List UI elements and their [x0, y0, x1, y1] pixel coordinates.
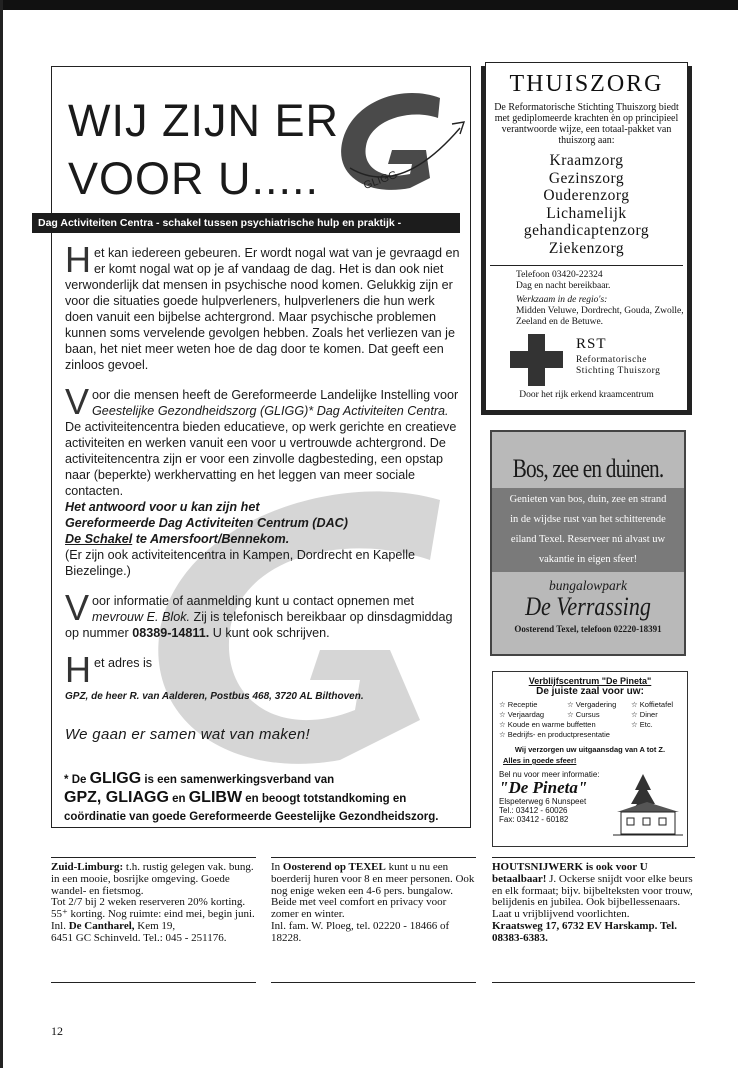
headline-line1: WIJ ZIJN ER	[68, 95, 339, 146]
service-item: Ouderenzorg	[543, 187, 630, 204]
gligg-body	[65, 239, 465, 743]
classified-address: Kraatsweg 17, 6732 EV Harskamp. Tel. 08383-6383.	[492, 919, 677, 944]
service-item: Kraamzorg	[549, 152, 624, 169]
texel-line: eiland Texel. Reserveer nú alvast uw	[510, 534, 666, 545]
paragraph-4	[65, 649, 465, 743]
p3-text-a: oor informatie of aanmelding kunt u contact opnemen met	[92, 594, 415, 608]
classified-text: t.h. rustig gelegen vak. bung. in een mooie, bosrijke omgeving. Goede wandel- en fietsmog.	[51, 861, 254, 897]
p2-text-b: De activiteitencentra bieden educatieve, op werk gerichte en creatieve activiteiten en werken vanuit een voor u vertrouwde achtergrond. De activiteitencentra zijn er voor een zinvolle dagbesteding, een opstap naar (beperkte) werkhervatting en het leggen van meer sociale contacten.	[65, 420, 457, 498]
rst-logo	[486, 334, 687, 386]
thuiszorg-availability: Dag en nacht bereikbaar.	[516, 281, 611, 291]
thuiszorg-phone: Telefoon 03420-22324	[516, 270, 603, 280]
dropcap: H	[65, 239, 91, 280]
foot-gligg: GLIGG	[89, 770, 142, 787]
dropcap: V	[65, 587, 90, 628]
classified-limburg	[51, 862, 256, 945]
p3-contact: mevrouw E. Blok.	[92, 610, 190, 624]
headline-line2: VOOR U.....	[68, 153, 320, 204]
option: ☆ Receptie	[499, 700, 538, 709]
p2-text-italic: Geestelijke Gezondheidszorg (GLIGG)* Dag Activiteiten Centra.	[92, 404, 449, 418]
pineta-fax: Fax: 03412 - 60182	[499, 815, 569, 824]
rule	[492, 857, 695, 858]
rule	[492, 982, 695, 983]
p2-dac: Gereformeerde Dag Activiteiten Centrum (DAC)	[65, 516, 348, 530]
rst-sub1: Reformatorische	[576, 355, 647, 365]
p3-text-b: Zij is telefonisch bereikbaar op dinsdagmiddag op nummer	[65, 610, 453, 640]
service-item: Lichamelijk	[546, 204, 627, 222]
paragraph-1	[65, 239, 465, 373]
footnote-star: *	[64, 774, 69, 786]
rule	[271, 857, 476, 858]
p2-answer: Het antwoord voor u kan zijn het	[65, 500, 260, 514]
regions: Midden Veluwe, Dordrecht, Gouda, Zwolle, Zeeland en de Betuwe.	[516, 306, 684, 327]
foot-de: De	[71, 774, 87, 786]
classified-text: Laat u vrijblijvend voorlichten.	[492, 908, 630, 921]
logo-text: GLIGG	[362, 168, 399, 193]
texel-line: vakantie in eigen sfeer!	[538, 554, 638, 565]
pineta-options	[499, 700, 687, 740]
address-line: GPZ, de heer R. van Aalderen, Postbus 468, 3720 AL Bilthoven.	[65, 691, 364, 702]
pineta-title: Verblijfscentrum "De Pineta"	[528, 676, 652, 686]
thuiszorg-ad	[485, 62, 688, 411]
option: ☆ Koffietafel	[631, 700, 674, 709]
gligg-logo	[330, 88, 470, 198]
classified-heading: HOUTSNIJWERK is ook voor U betaalbaar!	[492, 861, 648, 885]
classified-text: Tot 2/7 bij 2 weken reserveren 20% korting. 55⁺ korting. Nog ruimte: eind mei, begin juni.	[51, 896, 255, 921]
cross-icon-bar	[510, 351, 563, 368]
rule	[51, 982, 256, 983]
pineta-subtitle: De juiste zaal voor uw:	[536, 686, 644, 697]
top-border	[0, 0, 738, 10]
classified-text: In	[271, 861, 281, 873]
classified-heading: Zuid-Limburg:	[51, 861, 124, 873]
option: ☆ Diner	[631, 710, 658, 719]
page-number: 12	[51, 1024, 63, 1038]
texel-line: in de wijdse rust van het schitterende	[510, 514, 666, 525]
service-item: gehandicaptenzorg	[523, 222, 650, 239]
activity-strip: Dag Activiteiten Centra - schakel tussen psychiatrische hulp en praktijk -	[32, 213, 460, 233]
p3-text-c: U kunt ook schrijven.	[212, 626, 330, 640]
classified-text: Inl.	[51, 919, 66, 932]
classified-heading: Oosterend op TEXEL	[282, 861, 386, 873]
house-illustration	[613, 772, 683, 838]
p2-text-a: oor die mensen heeft de Gereformeerde Landelijke Instelling voor	[92, 388, 459, 402]
texel-contact: Oosterend Texel, telefoon 02220-18391	[514, 624, 662, 634]
texel-text	[492, 488, 684, 572]
rst-sub2: Stichting Thuiszorg	[576, 365, 661, 376]
option: ☆ Verjaardag	[499, 710, 545, 719]
pineta-phone: Tel.: 03412 - 60026	[499, 806, 568, 815]
classified-text: 6451 GC Schinveld. Tel.: 045 - 251176.	[51, 931, 227, 944]
dropcap: V	[65, 381, 90, 422]
option: ☆ Bedrijfs- en productpresentatie	[499, 730, 610, 739]
thuiszorg-bottom: Door het rijk erkend kraamcentrum	[519, 390, 654, 400]
classified-text: J. Ockerse snijdt voor elke beurs en elk formaat; bijv. bijbelteksten voor trouw, belijdenis en jubilea. Ook bijbellessenaars.	[492, 872, 693, 909]
pineta-name: "De Pineta"	[499, 778, 588, 797]
p1-text: et kan iedereen gebeuren. Er wordt nogal wat van je gevraagd en er komt nogal wat op je af vandaag de dag. Het is dan ook niet verwonderlijk dat mensen in psychische nood komen. Gelukkig zijn er voor die situaties goede hulpverleners, hulpverleners die hun werk doen vanuit een bijbelse achtergrond. Maar psychische problemen kunnen soms vervelende gevolgen hebben. Zoals het verliezen van je baan, het niet meer weten hoe de dag door te komen. Dat geeft een zinloos gevoel.	[65, 246, 460, 372]
option: ☆ Koude en warme buffetten	[499, 720, 596, 729]
p4-text: et adres is	[94, 656, 153, 670]
dropcap: H	[65, 649, 91, 690]
pineta-tagline	[493, 744, 687, 766]
p2-schakel: De Schakel	[65, 532, 133, 546]
p2-amersfoort: te Amersfoort/Bennekom.	[132, 532, 290, 546]
thuiszorg-title: THUISZORG	[509, 71, 664, 97]
option: ☆ Etc.	[631, 720, 653, 729]
left-border	[0, 0, 3, 1068]
paragraph-3	[65, 587, 465, 641]
foot-gpz: GPZ, GLIAGG	[64, 789, 169, 806]
slogan: We gaan er samen wat van maken!	[65, 726, 310, 743]
thuiszorg-services	[486, 152, 687, 257]
thuiszorg-desc: De Reformatorische Stichting Thuiszorg biedt met gediplomeerde krachten èn op principieel verantwoorde wijze, een totaal-pakket van thuiszorg aan:	[494, 102, 679, 146]
classified-text: Inl. fam. W. Ploeg, tel. 02220 - 18466 of 18228.	[271, 919, 450, 944]
texel-bungalowpark: bungalowpark	[548, 578, 627, 593]
foot-glibw: GLIBW	[188, 789, 243, 806]
p2-extra: (Er zijn ook activiteitencentra in Kampen, Dordrecht en Kapelle Biezelinge.)	[65, 548, 416, 578]
classified-houtsnijwerk	[492, 862, 695, 945]
texel-line: Genieten van bos, duin, zee en strand	[509, 494, 667, 505]
texel-name: De Verrassing	[525, 592, 651, 621]
paragraph-2	[65, 381, 465, 579]
option: ☆ Cursus	[567, 710, 600, 719]
texel-title: Bos, zee en duinen.	[512, 454, 664, 483]
pineta-call: Bel nu voor meer informatie:	[499, 770, 600, 779]
rule	[271, 982, 476, 983]
option: ☆ Vergadering	[567, 700, 617, 709]
pineta-ad	[492, 671, 688, 847]
service-item: Ziekenzorg	[548, 239, 625, 257]
rst-title: RST	[576, 336, 607, 352]
pineta-tagline-2: Alles in goede sfeer!	[503, 756, 577, 765]
gligg-footer	[64, 770, 464, 826]
pineta-tagline-1: Wij verzorgen uw uitgaansdag van A tot Z.	[514, 745, 666, 754]
classified-name: De Cantharel,	[68, 919, 135, 932]
foot-text-a: is een samenwerkingsverband van	[144, 774, 335, 786]
foot-en: en	[172, 793, 186, 805]
classified-text: kunt u nu een boerderij huren voor 8 en meer personen. Ook nog enige weken een 4-6 pers. bungalow.	[271, 861, 475, 897]
classified-texel	[271, 862, 476, 945]
pineta-street: Elspeterweg 6 Nunspeet	[499, 797, 587, 806]
rst-subtitle	[576, 355, 660, 376]
divider	[490, 265, 683, 266]
rule	[51, 857, 256, 858]
p3-phone: 08389-14811.	[132, 626, 210, 640]
classified-text: Kem 19,	[137, 919, 176, 932]
texel-ad	[490, 430, 686, 656]
classified-text: Beide met veel comfort en privacy voor zomer en winter.	[271, 896, 447, 921]
gligg-headline	[68, 92, 339, 208]
service-item: Gezinszorg	[548, 169, 625, 187]
foot-text-b: en beoogt totstandkoming en coördinatie van goede Gereformeerde Geestelijke Gezondheidszorg.	[64, 793, 439, 823]
regions-label: Werkzaam in de regio's:	[516, 295, 608, 305]
